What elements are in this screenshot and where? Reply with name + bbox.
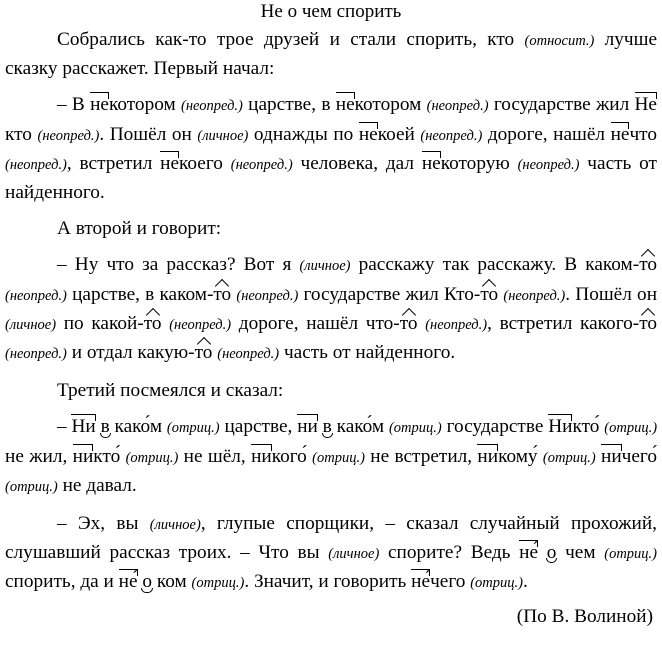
- word-rest: кого́: [271, 445, 307, 467]
- text-run: –: [57, 416, 72, 438]
- text-run: государстве жил: [488, 94, 635, 116]
- text-run: по: [56, 312, 92, 334]
- text-run: часть от найденного.: [5, 152, 657, 204]
- grammar-tag: (неопред.): [180, 98, 243, 115]
- prefix-mark: Ни: [71, 413, 95, 440]
- text-run: спорить, да и: [5, 571, 119, 593]
- prefix-mark: не: [422, 150, 441, 177]
- word-base: какого-: [580, 312, 640, 334]
- grammar-tag: (относит.): [524, 33, 595, 49]
- text-run: , встретил: [66, 152, 161, 174]
- prefix-mark: не: [90, 91, 109, 118]
- page-title: Не о чем спорить: [260, 1, 402, 22]
- word-base: Кто-: [443, 283, 481, 305]
- word-gap: [538, 542, 547, 563]
- text-run: , встретил: [487, 312, 581, 334]
- paragraph-second-tale: [5, 251, 657, 368]
- text-run: , глупые спорщики, – сказал случайный прохожий, слушавший рассказ троих. – Что вы: [5, 513, 657, 564]
- grammar-tag: (неопред.): [420, 127, 483, 144]
- word-rest: коего: [179, 152, 223, 174]
- text-run: . Пошёл он: [565, 283, 658, 305]
- source-attribution: (По В. Волиной): [516, 605, 653, 627]
- grammar-tag: (отриц.): [312, 449, 365, 466]
- text-run: однажды по: [248, 123, 359, 145]
- grammar-tag: (отриц.): [166, 420, 220, 437]
- prefix-mark: не: [160, 150, 179, 177]
- grammar-tag: (личное): [299, 258, 351, 275]
- grammar-tag: (отриц.): [125, 449, 179, 466]
- grammar-tag: (отриц.): [604, 546, 657, 563]
- suffix-mark: то: [400, 310, 418, 337]
- text-run: не шёл,: [178, 445, 252, 467]
- suffix-mark: то: [144, 310, 162, 337]
- prefix-mark: ни: [297, 413, 318, 440]
- grammar-tag: (неопред.): [5, 346, 67, 363]
- text-run: царстве, в: [66, 283, 160, 305]
- text-run: Собрались как-то трое друзей и стали спорить, кто: [57, 29, 525, 50]
- word-base: каком-: [159, 283, 214, 305]
- text-run: государстве: [441, 416, 549, 438]
- word-rest: что: [629, 123, 657, 145]
- text-run: спорите? Ведь: [379, 542, 520, 564]
- word-rest: чего́: [621, 445, 657, 467]
- grammar-tag: (отриц.): [388, 420, 442, 437]
- paragraph-first-tale: [5, 91, 657, 206]
- text-run: лучше сказку расскажет. Первый начал:: [5, 29, 658, 80]
- grammar-tag: (отриц.): [604, 420, 658, 437]
- grammar-tag: (отриц.): [191, 575, 245, 592]
- text-run: дороге, нашёл: [231, 312, 366, 334]
- grammar-tag: (отриц.): [470, 575, 523, 592]
- paragraph-third-tale: [5, 413, 657, 501]
- paragraph-intro: [5, 26, 657, 82]
- prefix-mark: ни: [477, 443, 498, 470]
- prefix-mark: не́: [519, 539, 538, 566]
- text-run: не жил,: [5, 445, 73, 467]
- grammar-tag: (неопред.): [425, 316, 488, 333]
- word-base: что-: [365, 312, 400, 334]
- prefix-mark: ни: [601, 443, 622, 470]
- paragraph-second-intro: А второй и говорит:: [57, 218, 222, 240]
- text-run: – Эх, вы: [57, 513, 150, 535]
- grammar-tag: (неопред.): [426, 98, 489, 115]
- text-run: дороге, нашёл: [482, 123, 611, 145]
- grammar-tag: (неопред.): [517, 156, 580, 173]
- text-run: . Значит, и говорить: [244, 571, 412, 593]
- prefix-mark: ни: [73, 443, 94, 470]
- text-run: .: [522, 571, 528, 593]
- grammar-tag: (неопред.): [217, 346, 280, 363]
- suffix-mark: то: [213, 281, 231, 308]
- text-run: не давал.: [57, 474, 137, 496]
- prefix-mark: не́: [119, 568, 138, 595]
- grammar-tag: (неопред.): [169, 316, 232, 333]
- text-run: царстве,: [219, 416, 298, 438]
- prefix-mark: не: [359, 121, 378, 148]
- grammar-tag: (отриц.): [542, 449, 596, 466]
- grammar-tag: (неопред.): [230, 156, 293, 173]
- document-page: [5, 0, 657, 630]
- text-run: – В: [57, 94, 91, 116]
- paragraph-passerby: [5, 510, 657, 598]
- prefix-mark: не́: [411, 568, 430, 595]
- suffix-mark: то: [639, 310, 657, 337]
- text-run: расскажу так расскажу. В: [350, 254, 586, 276]
- text-run: – Ну что за рассказ? Вот я: [57, 254, 300, 276]
- grammar-tag: (личное): [197, 127, 249, 144]
- suffix-mark: то: [195, 339, 213, 366]
- preposition-arc: в: [101, 413, 110, 440]
- word-rest: котором: [354, 94, 422, 116]
- grammar-tag: (неопред.): [503, 287, 566, 304]
- word-base: какой-: [91, 312, 144, 334]
- grammar-tag: (неопред.): [5, 287, 67, 304]
- text-run: . Пошёл он: [99, 123, 198, 145]
- text-run: человека, дал: [292, 152, 422, 174]
- grammar-tag: (неопред.): [37, 127, 100, 144]
- word-rest: како́м: [109, 416, 163, 438]
- paragraph-third-intro: Третий посмеялся и сказал:: [57, 380, 284, 402]
- word-rest: коей: [377, 123, 415, 145]
- suffix-mark: то: [639, 251, 657, 278]
- grammar-tag: (неопред.): [5, 156, 67, 173]
- text-run: государстве жил: [298, 283, 444, 305]
- text-run: и отдал: [66, 342, 138, 364]
- suffix-mark: то: [480, 281, 498, 308]
- word-rest: кто: [5, 123, 32, 145]
- prefix-mark: Не: [635, 91, 657, 118]
- grammar-tag: (отриц.): [5, 478, 58, 495]
- word-rest: кто́: [572, 416, 600, 438]
- word-rest: ком: [152, 571, 187, 593]
- prefix-mark: Ни: [548, 413, 572, 440]
- prefix-mark: не: [336, 91, 355, 118]
- word-rest: кому́: [498, 445, 538, 467]
- word-base: какую-: [137, 342, 195, 364]
- word-rest: котором: [108, 94, 176, 116]
- text-run: не встретил,: [364, 445, 478, 467]
- grammar-tag: (личное): [149, 517, 201, 534]
- preposition-arc: о: [547, 539, 557, 566]
- word-rest: како́м: [331, 416, 385, 438]
- preposition-arc: о: [142, 568, 152, 595]
- grammar-tag: (личное): [328, 546, 380, 563]
- preposition-arc: в: [323, 413, 332, 440]
- grammar-tag: (неопред.): [236, 287, 299, 304]
- text-run: часть от найденного.: [279, 342, 456, 364]
- prefix-mark: не: [611, 121, 630, 148]
- prefix-mark: ни: [251, 443, 272, 470]
- text-run: царстве, в: [242, 94, 336, 116]
- grammar-tag: (личное): [5, 316, 57, 333]
- word-rest: чего: [430, 571, 466, 593]
- word-rest: которую: [440, 152, 510, 174]
- word-rest: чем: [556, 542, 596, 564]
- word-rest: кто́: [93, 445, 121, 467]
- word-base: каком-: [585, 254, 640, 276]
